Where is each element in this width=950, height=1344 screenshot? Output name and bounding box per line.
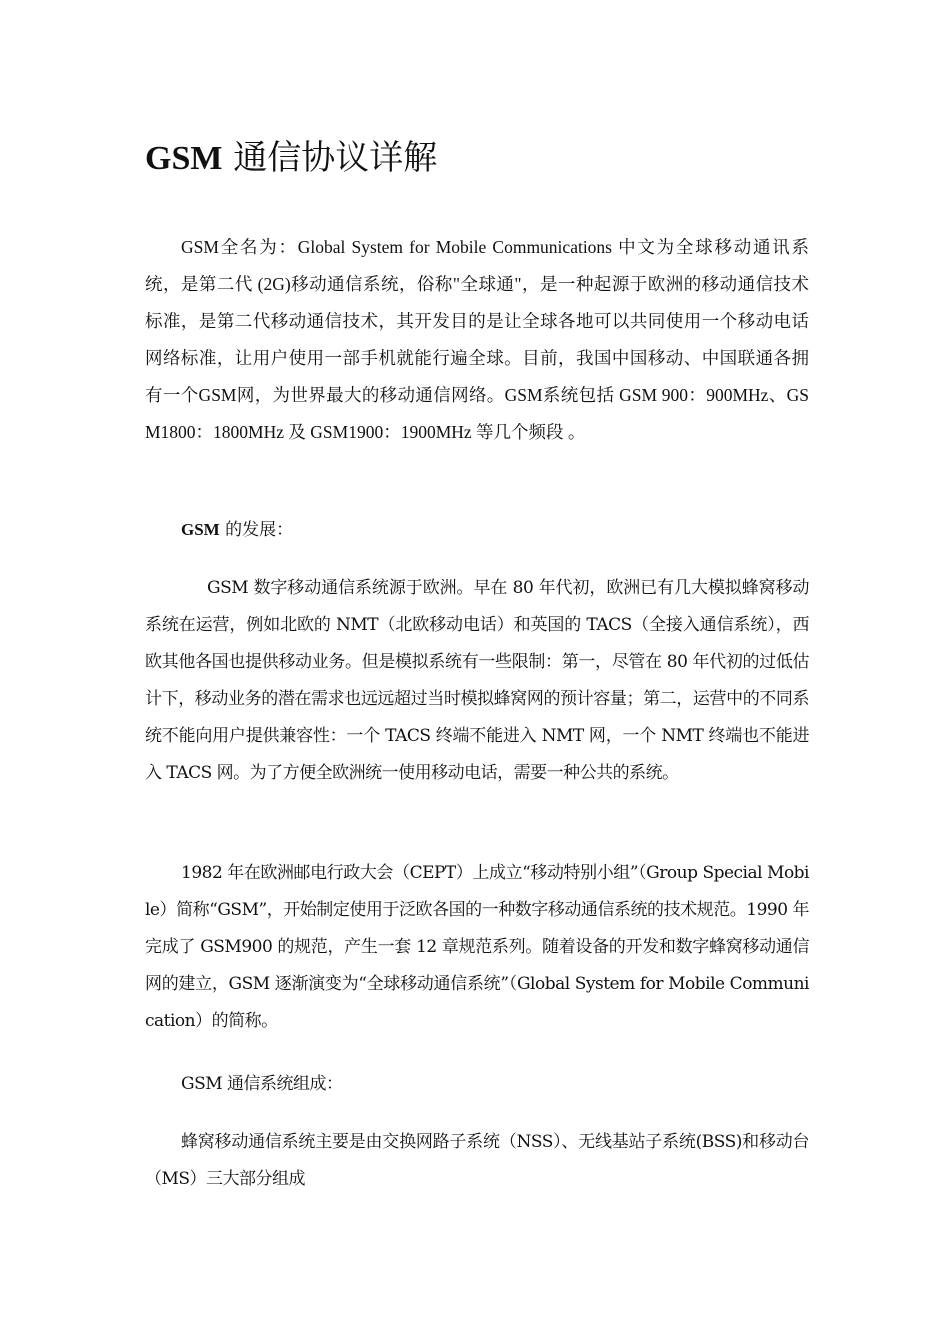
paragraph-intro: GSM全名为：Global System for Mobile Communications 中文为全球移动通讯系统，是第二代 (2G)移动通信系统，俗称"全球通"，是一种起源于欧洲的移动通信技术标准，是第二代移动通信技术，其开发目的是让全球各地可以共同使用一个移动电话网络标准，让用户使用一部手机就能行遍全球。目前，我国中国移动、中国联通各拥有一个GSM网，为世界最大的移动通信网络。GSM系统包括 GSM 900：900MHz、GSM1800：1800MHz 及 GSM1900：1900MHz 等几个频段 。: [145, 237, 809, 442]
heading-development: [145, 511, 809, 549]
document-title: [145, 132, 437, 185]
heading-composition: GSM 通信系统组成：: [181, 1074, 343, 1094]
heading-development-rest: 的发展：: [219, 520, 294, 540]
heading-development-bold: GSM: [181, 520, 220, 539]
document-title-latin: GSM: [145, 140, 223, 177]
document-title-cjk: 通信协议详解: [222, 138, 438, 178]
paragraph-history: 1982 年在欧洲邮电行政大会（CEPT）上成立“移动特别小组”（Group Special Mobile）简称“GSM”，开始制定使用于泛欧各国的一种数字移动通信系统的技术规范。1990 年完成了 GSM900 的规范，产生一套 12 章规范系列。随着设备的开发和数字蜂窝移动通信网的建立，GSM 逐渐演变为“全球移动通信系统”（Global System for Mobile Communication）的简称。: [145, 863, 809, 1031]
paragraph-development: GSM 数字移动通信系统源于欧洲。早在 80 年代初，欧洲已有几大模拟蜂窝移动系统在运营，例如北欧的 NMT（北欧移动电话）和英国的 TACS（全接入通信系统），西欧其他各国也提供移动业务。但是模拟系统有一些限制：第一，尽管在 80 年代初的过低估计下，移动业务的潜在需求也远远超过当时模拟蜂窝网的预计容量；第二，运营中的不同系统不能向用户提供兼容性：一个 TACS 终端不能进入 NMT 网，一个 NMT 终端也不能进入 TACS 网。为了方便全欧洲统一使用移动电话，需要一种公共的系统。: [145, 578, 809, 783]
paragraph-composition: 蜂窝移动通信系统主要是由交换网路子系统（NSS）、无线基站子系统(BSS)和移动台（MS）三大部分组成: [145, 1132, 809, 1189]
